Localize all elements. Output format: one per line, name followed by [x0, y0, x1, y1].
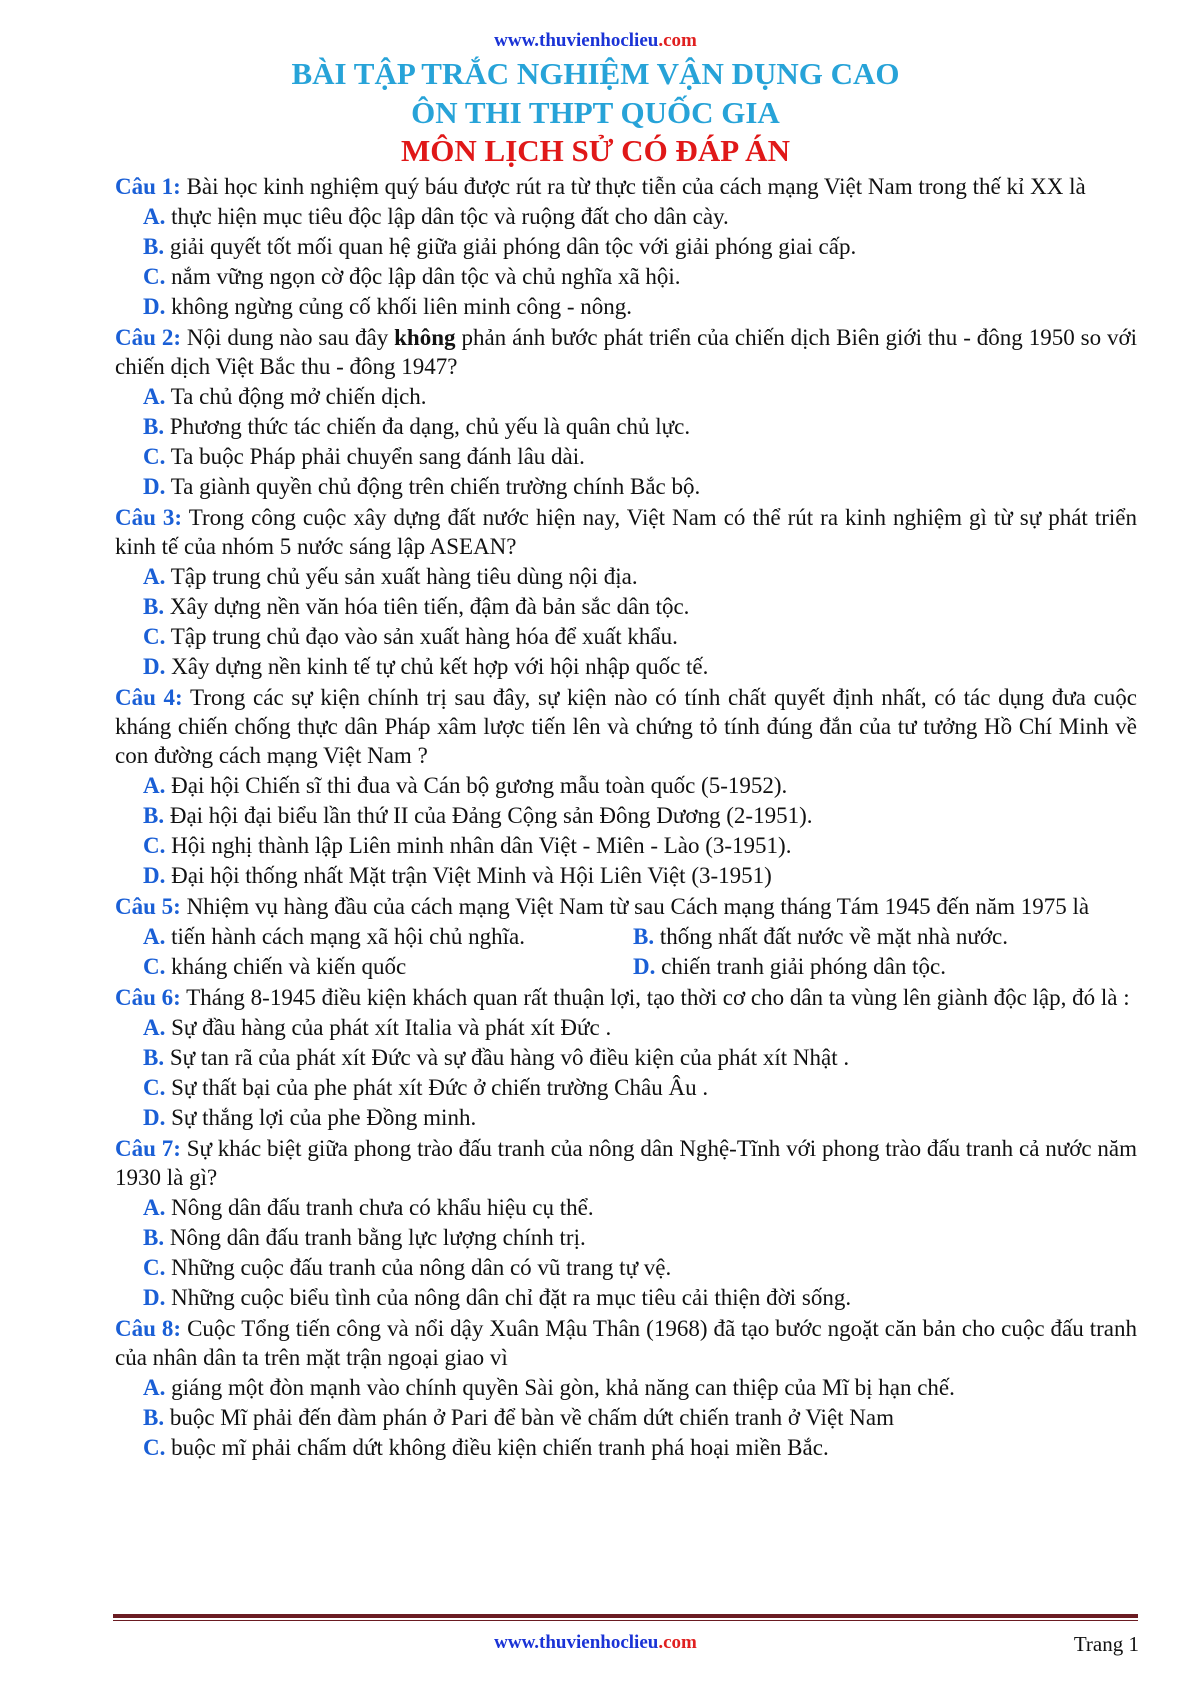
option-d: D. Ta giành quyền chủ động trên chiến trường chính Bắc bộ. — [143, 474, 701, 499]
question-label: Câu 2: — [115, 325, 181, 350]
question-label: Câu 1: — [115, 174, 181, 199]
question-stem: Câu 2: Nội dung nào sau đây không phản ánh bước phát triển của chiến dịch Biên giới thu - đông 1950 so với chiến dịch Việt Bắc thu - đông 1947? — [115, 325, 1138, 379]
option-d: D. không ngừng củng cố khối liên minh công - nông. — [143, 294, 633, 319]
option-d: D. Những cuộc biểu tình của nông dân chỉ đặt ra mục tiêu cải thiện đời sống. — [143, 1285, 852, 1310]
option-c: C. kháng chiến và kiến quốc — [143, 954, 407, 979]
option-d: D. Đại hội thống nhất Mặt trận Việt Minh và Hội Liên Việt (3-1951) — [143, 863, 772, 888]
question-8 — [115, 1314, 1137, 1462]
option-b: B. Sự tan rã của phát xít Đức và sự đầu hàng vô điều kiện của phát xít Nhật . — [143, 1045, 850, 1070]
option-c: C. Sự thất bại của phe phát xít Đức ở chiến trường Châu Âu . — [143, 1075, 709, 1100]
option-b: B. Đại hội đại biểu lần thứ II của Đảng Cộng sản Đông Dương (2-1951). — [143, 803, 813, 828]
question-label: Câu 4: — [115, 685, 183, 710]
option-b: B. Phương thức tác chiến đa dạng, chủ yếu là quân chủ lực. — [143, 414, 691, 439]
questions-list — [115, 172, 1137, 1462]
question-label: Câu 6: — [115, 985, 181, 1010]
option-b: B. giải quyết tốt mối quan hệ giữa giải phóng dân tộc với giải phóng giai cấp. — [143, 234, 857, 259]
question-label: Câu 5: — [115, 894, 181, 919]
question-3 — [115, 503, 1137, 681]
question-stem: Câu 4: Trong các sự kiện chính trị sau đây, sự kiện nào có tính chất quyết định nhất, có tác dụng đưa cuộc kháng chiến chống thực dân Pháp xâm lược tiến lên và chứng tỏ tính đúng đắn của tư tưởng Hồ Chí Minh về con đường cách mạng Việt Nam ? — [115, 685, 1138, 768]
page-number: Trang 1 — [1073, 1632, 1139, 1656]
question-stem: Câu 7: Sự khác biệt giữa phong trào đấu tranh của nông dân Nghệ-Tĩnh với phong trào đấu tranh cả nước năm 1930 là gì? — [115, 1136, 1138, 1190]
question-label: Câu 8: — [115, 1316, 182, 1341]
options-row — [115, 922, 1137, 951]
option-a: A. Sự đầu hàng của phát xít Italia và phát xít Đức . — [143, 1015, 612, 1040]
footer-divider-thin — [113, 1620, 1138, 1621]
option-d: D. chiến tranh giải phóng dân tộc. — [633, 954, 946, 979]
footer-website-link[interactable]: www.thuvienhoclieu.com — [494, 1632, 697, 1653]
option-c: C. Tập trung chủ đạo vào sản xuất hàng hóa để xuất khẩu. — [143, 624, 678, 649]
option-a: A. thực hiện mục tiêu độc lập dân tộc và ruộng đất cho dân cày. — [143, 204, 729, 229]
option-c: C. Hội nghị thành lập Liên minh nhân dân Việt - Miên - Lào (3-1951). — [143, 833, 792, 858]
option-c: C. Ta buộc Pháp phải chuyển sang đánh lâu dài. — [143, 444, 585, 469]
question-label: Câu 7: — [115, 1136, 181, 1161]
header-website-link[interactable]: www.thuvienhoclieu.com — [494, 30, 697, 51]
document-title-line-2: ÔN THI THPT QUỐC GIA — [411, 95, 780, 130]
option-b: B. thống nhất đất nước về mặt nhà nước. — [633, 924, 1009, 949]
question-2 — [115, 323, 1137, 501]
option-a: A. tiến hành cách mạng xã hội chủ nghĩa. — [143, 924, 525, 949]
option-a: A. Ta chủ động mở chiến dịch. — [143, 384, 427, 409]
document-title-line-1: BÀI TẬP TRẮC NGHIỆM VẬN DỤNG CAO — [291, 56, 900, 91]
option-d: D. Sự thắng lợi của phe Đồng minh. — [143, 1105, 477, 1130]
question-stem: Câu 3: Trong công cuộc xây dựng đất nước hiện nay, Việt Nam có thể rút ra kinh nghiệm gì từ sự phát triển kinh tế của nhóm 5 nước sáng lập ASEAN? — [115, 505, 1137, 559]
option-a: A. giáng một đòn mạnh vào chính quyền Sài gòn, khả năng can thiệp của Mĩ bị hạn chế. — [143, 1375, 955, 1400]
question-4 — [115, 683, 1137, 890]
option-d: D. Xây dựng nền kinh tế tự chủ kết hợp với hội nhập quốc tế. — [143, 654, 709, 679]
option-a: A. Đại hội Chiến sĩ thi đua và Cán bộ gương mẫu toàn quốc (5-1952). — [143, 773, 788, 798]
question-6 — [115, 983, 1137, 1132]
option-c: C. buộc mĩ phải chấm dứt không điều kiện chiến tranh phá hoại miền Bắc. — [143, 1435, 829, 1460]
option-c: C. Những cuộc đấu tranh của nông dân có vũ trang tự vệ. — [143, 1255, 672, 1280]
question-stem: Câu 1: Bài học kinh nghiệm quý báu được rút ra từ thực tiễn của cách mạng Việt Nam trong thế kỉ XX là — [115, 174, 1086, 199]
option-a: A. Tập trung chủ yếu sản xuất hàng tiêu dùng nội địa. — [143, 564, 638, 589]
option-b: B. Xây dựng nền văn hóa tiên tiến, đậm đà bản sắc dân tộc. — [143, 594, 690, 619]
question-stem: Câu 8: Cuộc Tổng tiến công và nổi dậy Xuân Mậu Thân (1968) đã tạo bước ngoặt căn bản cho cuộc đấu tranh của nhân dân ta trên mặt trận ngoại giao vì — [115, 1316, 1138, 1370]
question-stem: Câu 6: Tháng 8-1945 điều kiện khách quan rất thuận lợi, tạo thời cơ cho dân ta vùng lên giành độc lập, đó là : — [115, 985, 1130, 1010]
emphasis-not: không — [394, 325, 456, 350]
question-stem: Câu 5: Nhiệm vụ hàng đầu của cách mạng Việt Nam từ sau Cách mạng tháng Tám 1945 đến năm 1975 là — [115, 894, 1090, 919]
question-5 — [115, 892, 1137, 981]
question-label: Câu 3: — [115, 505, 183, 530]
footer-divider — [113, 1614, 1138, 1618]
document-title-line-3: MÔN LỊCH SỬ CÓ ĐÁP ÁN — [401, 133, 790, 168]
question-7 — [115, 1134, 1137, 1312]
options-row — [115, 952, 1137, 981]
option-c: C. nắm vững ngọn cờ độc lập dân tộc và chủ nghĩa xã hội. — [143, 264, 681, 289]
option-a: A. Nông dân đấu tranh chưa có khẩu hiệu cụ thể. — [143, 1195, 594, 1220]
option-b: B. Nông dân đấu tranh bằng lực lượng chính trị. — [143, 1225, 586, 1250]
question-1 — [115, 172, 1137, 321]
option-b: B. buộc Mĩ phải đến đàm phán ở Pari để bàn về chấm dứt chiến tranh ở Việt Nam — [143, 1405, 894, 1430]
